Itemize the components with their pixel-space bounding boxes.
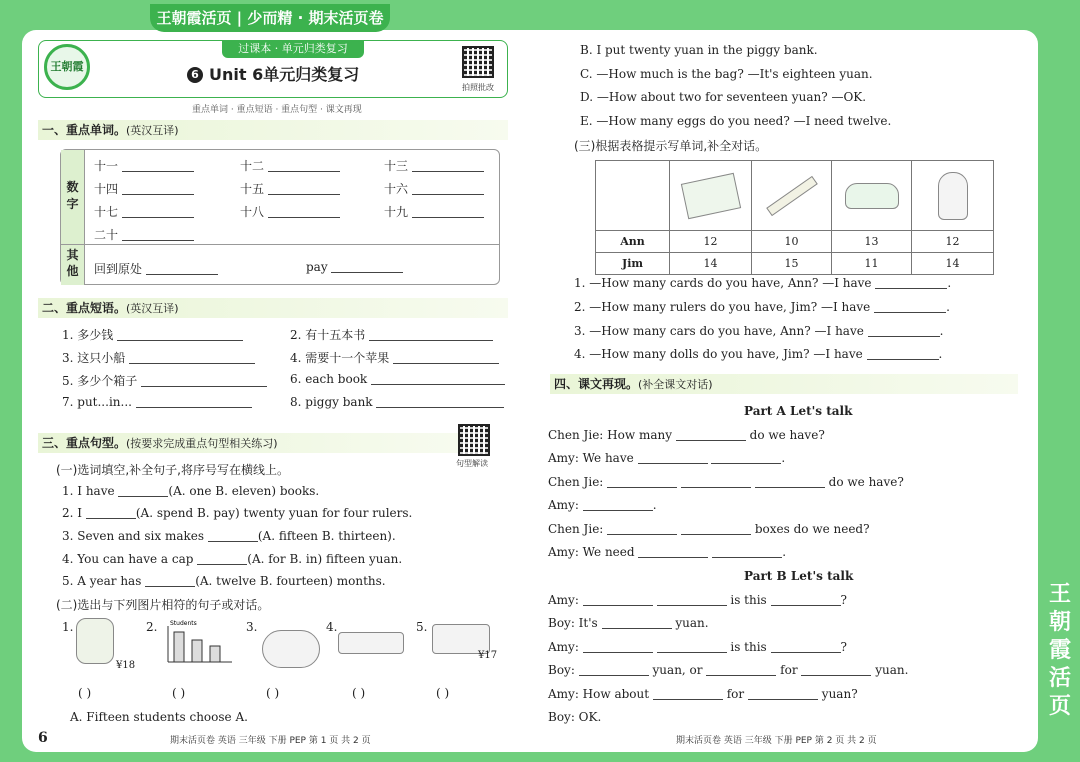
fill-item: 5. A year has (A. twelve B. fourteen) months. bbox=[62, 574, 386, 588]
table-cell: 13 bbox=[832, 231, 912, 253]
phrase-item: 4. 需要十一个苹果 bbox=[290, 349, 499, 366]
section-note: (英汉互译) bbox=[126, 302, 179, 315]
table-cell: 14 bbox=[670, 253, 752, 275]
vocab-item: 十一 bbox=[94, 157, 194, 174]
dialog-line: Amy: is this ? bbox=[548, 640, 847, 654]
pic-number: 2. bbox=[146, 620, 158, 634]
table-cell: 12 bbox=[912, 231, 994, 253]
price-label: ¥17 bbox=[478, 650, 498, 661]
vocab-item: 十三 bbox=[384, 157, 484, 174]
vocab-item: 十四 bbox=[94, 180, 194, 197]
table-header-cell bbox=[832, 161, 912, 231]
pic-number: 5. bbox=[416, 620, 428, 634]
backpack-icon bbox=[76, 618, 114, 664]
vocab-item: 十五 bbox=[240, 180, 340, 197]
chart-svg bbox=[160, 618, 234, 668]
section-sentences-heading bbox=[38, 433, 458, 453]
table-cell: 10 bbox=[752, 231, 832, 253]
ruler-icon bbox=[766, 175, 818, 215]
vocab-item: 十九 bbox=[384, 203, 484, 220]
page-footer: 期末活页卷 英语 三年级 下册 PEP 第 1 页 共 2 页 bbox=[170, 736, 371, 746]
vocab-item: 十八 bbox=[240, 203, 340, 220]
dialog-line: Boy: OK. bbox=[548, 710, 602, 724]
vocab-item: 二十 bbox=[94, 226, 194, 243]
fill-item: 3. Seven and six makes (A. fifteen B. thirteen). bbox=[62, 529, 396, 543]
dialog-line: Amy: We need . bbox=[548, 545, 787, 559]
right-page bbox=[540, 30, 1038, 752]
question-item: 2. —How many rulers do you have, Jim? —I have . bbox=[574, 300, 950, 314]
section-note: (补全课文对话) bbox=[638, 378, 713, 391]
answer-paren[interactable]: ( ) bbox=[172, 686, 186, 700]
dialog-line: Amy: How about for yuan? bbox=[548, 687, 858, 701]
row-name: Jim bbox=[596, 253, 670, 275]
page-footer: 期末活页卷 英语 三年级 下册 PEP 第 2 页 共 2 页 bbox=[676, 736, 877, 746]
row-name: Ann bbox=[596, 231, 670, 253]
toy-car-icon bbox=[845, 183, 899, 209]
option-a: A. Fifteen students choose A. bbox=[70, 710, 248, 724]
vocab-item: 回到原处 bbox=[94, 260, 218, 277]
fill-item: 1. I have (A. one B. eleven) books. bbox=[62, 484, 320, 498]
price-label: ¥18 bbox=[116, 660, 136, 671]
table-header-cell bbox=[670, 161, 752, 231]
qr-code-icon[interactable] bbox=[458, 424, 490, 456]
publisher-logo: 王朝霞 bbox=[44, 44, 90, 90]
dialog-line: Amy: is this ? bbox=[548, 593, 847, 607]
header-tag: 过课本 · 单元归类复习 bbox=[222, 40, 364, 58]
fill-item: 4. You can have a cap (A. for B. in) fifteen yuan. bbox=[62, 552, 403, 566]
dialog-line: Chen Jie: boxes do we need? bbox=[548, 522, 870, 536]
option-item: D. —How about two for seventeen yuan? —OK. bbox=[580, 90, 867, 104]
section-title: 二、重点短语。 bbox=[42, 301, 127, 315]
table-row bbox=[596, 253, 994, 275]
table-header-cell bbox=[912, 161, 994, 231]
table-corner bbox=[596, 161, 670, 231]
page-number: 6 bbox=[38, 730, 48, 746]
table-cell: 15 bbox=[752, 253, 832, 275]
question-item: 4. —How many dolls do you have, Jim? —I have . bbox=[574, 347, 943, 361]
section-phrases-heading bbox=[38, 298, 508, 318]
phrase-item: 7. put...in... bbox=[62, 395, 252, 409]
pic-number: 3. bbox=[246, 620, 258, 634]
table-row bbox=[596, 231, 994, 253]
question-item: 3. —How many cars do you have, Ann? —I have . bbox=[574, 324, 944, 338]
unit-title-text: Unit 6单元归类复习 bbox=[209, 65, 360, 84]
fill-item: 2. I (A. spend B. pay) twenty yuan for four rulers. bbox=[62, 506, 413, 520]
egg-carton-icon bbox=[338, 632, 404, 654]
piggy-bank-icon bbox=[262, 630, 320, 668]
section-title: 一、重点单词。 bbox=[42, 123, 127, 137]
table-header-cell bbox=[752, 161, 832, 231]
dialog-line: Chen Jie: do we have? bbox=[548, 475, 904, 489]
answer-paren[interactable]: ( ) bbox=[266, 686, 280, 700]
side-brand: 王朝霞活页 bbox=[1048, 581, 1071, 719]
qr-label: 句型解读 bbox=[456, 459, 488, 468]
option-item: B. I put twenty yuan in the piggy bank. bbox=[580, 43, 818, 57]
answer-paren[interactable]: ( ) bbox=[78, 686, 92, 700]
qr-code-icon[interactable] bbox=[462, 46, 494, 78]
table-cell: 14 bbox=[912, 253, 994, 275]
brand-banner: 王朝霞活页 | 少而精 · 期末活页卷 bbox=[150, 4, 390, 32]
dialog-line: Boy: yuan, or for yuan. bbox=[548, 663, 909, 677]
table-cell: 11 bbox=[832, 253, 912, 275]
vocab-side-numbers: 数字 bbox=[61, 150, 85, 244]
question-item: 1. —How many cards do you have, Ann? —I have . bbox=[574, 276, 952, 290]
chart-label: Students bbox=[170, 620, 197, 627]
part-b-title: Part B Let's talk bbox=[744, 569, 854, 583]
section-vocab-heading bbox=[38, 120, 508, 140]
part3-title: (三)根据表格提示写单词,补全对话。 bbox=[574, 139, 768, 153]
pic-number: 4. bbox=[326, 620, 338, 634]
section-title: 三、重点句型。 bbox=[42, 436, 127, 450]
part2-title: (二)选出与下列图片相符的句子或对话。 bbox=[56, 598, 270, 612]
vocab-item: 十二 bbox=[240, 157, 340, 174]
left-page bbox=[22, 30, 532, 752]
section-note: (英汉互译) bbox=[126, 124, 179, 137]
part-a-title: Part A Let's talk bbox=[744, 404, 853, 418]
part1-title: (一)选词填空,补全句子,将序号写在横线上。 bbox=[56, 463, 289, 477]
table-cell: 12 bbox=[670, 231, 752, 253]
phrase-item: 1. 多少钱 bbox=[62, 326, 243, 343]
vocab-item: 十七 bbox=[94, 203, 194, 220]
bar-chart-icon bbox=[160, 618, 234, 668]
dialog-line: Chen Jie: How many do we have? bbox=[548, 428, 825, 442]
cards-icon bbox=[680, 172, 740, 218]
dialog-line: Amy: . bbox=[548, 498, 657, 512]
phrase-item: 5. 多少个箱子 bbox=[62, 372, 267, 389]
unit-title bbox=[187, 62, 359, 85]
vocab-item: pay bbox=[306, 260, 403, 274]
data-table bbox=[595, 160, 994, 275]
answer-paren[interactable]: ( ) bbox=[436, 686, 450, 700]
dialog-line: Boy: It's yuan. bbox=[548, 616, 709, 630]
section-note: (按要求完成重点句型相关练习) bbox=[126, 437, 278, 450]
vocab-item: 十六 bbox=[384, 180, 484, 197]
unit-number-badge: 6 bbox=[187, 67, 203, 83]
answer-paren[interactable]: ( ) bbox=[352, 686, 366, 700]
dialog-line: Amy: We have . bbox=[548, 451, 786, 465]
phrase-item: 8. piggy bank bbox=[290, 395, 504, 409]
header-subline: 重点单词 · 重点短语 · 重点句型 · 课文再现 bbox=[192, 105, 362, 115]
option-item: C. —How much is the bag? —It's eighteen yuan. bbox=[580, 67, 873, 81]
phrase-item: 3. 这只小船 bbox=[62, 349, 255, 366]
qr-label: 拍照批改 bbox=[462, 83, 494, 92]
pic-number: 1. bbox=[62, 620, 74, 634]
vocab-side-others: 其他 bbox=[61, 244, 85, 285]
phrase-item: 6. each book bbox=[290, 372, 505, 386]
option-item: E. —How many eggs do you need? —I need twelve. bbox=[580, 114, 892, 128]
section-title: 四、课文再现。 bbox=[554, 377, 639, 391]
section-text-heading bbox=[550, 374, 1018, 394]
phrase-item: 2. 有十五本书 bbox=[290, 326, 493, 343]
doll-icon bbox=[938, 172, 968, 220]
